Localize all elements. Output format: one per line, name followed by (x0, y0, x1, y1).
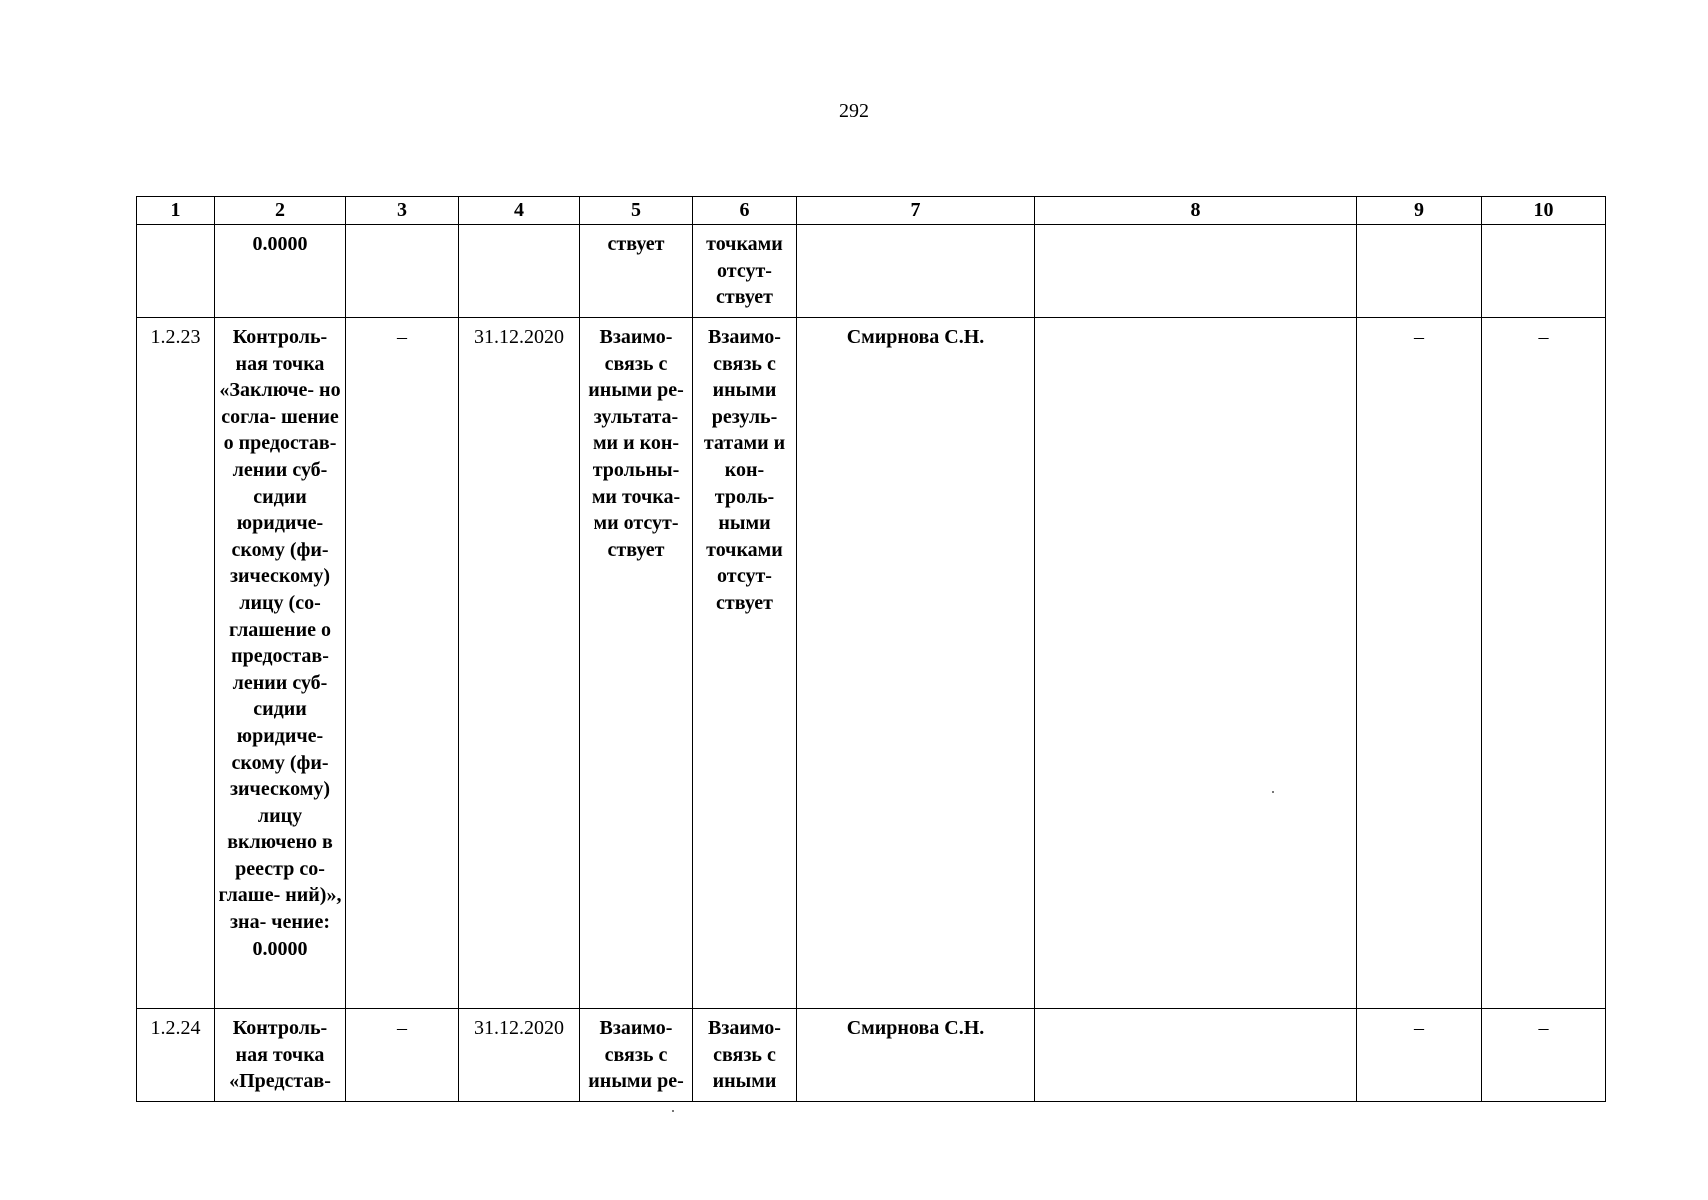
column-header: 4 (459, 197, 580, 225)
col10-cell: – (1482, 318, 1606, 1009)
col9-cell: – (1357, 318, 1482, 1009)
relation-cell: Взаимо- связь с иными (693, 1009, 797, 1102)
row-number-cell: 1.2.24 (137, 1009, 215, 1102)
relation-cell: Взаимо- связь с иными ре- зультата- ми и кон- трольны- ми точка- ми отсут- ствует (580, 318, 693, 1009)
col9-cell: – (1357, 1009, 1482, 1102)
column-header: 6 (693, 197, 797, 225)
scan-speck (1272, 791, 1274, 793)
table-row (137, 318, 1606, 1009)
column-header: 10 (1482, 197, 1606, 225)
plan-table (136, 196, 1606, 1102)
table-row (137, 225, 1606, 318)
col10-cell: – (1482, 1009, 1606, 1102)
column-header: 2 (215, 197, 346, 225)
relation-cell: точками отсут- ствует (693, 225, 797, 318)
row-number-cell (137, 225, 215, 318)
notes-cell (1035, 318, 1357, 1009)
responsible-cell (797, 225, 1035, 318)
col9-cell (1357, 225, 1482, 318)
column-header: 1 (137, 197, 215, 225)
table-header-row (137, 197, 1606, 225)
column-header: 7 (797, 197, 1035, 225)
column-header: 3 (346, 197, 459, 225)
control-point-cell: Контроль- ная точка «Заключе- но согла- шение о предостав- лении суб- сидии юридиче- скому (фи- зическому) лицу (со- глашение о предостав- лении суб- сидии юридиче- скому (фи- зическому) лицу включено в реестр со- глаше- ний)», зна- чение: 0.0000 (215, 318, 346, 1009)
column-header: 5 (580, 197, 693, 225)
col10-cell (1482, 225, 1606, 318)
responsible-cell: Смирнова С.Н. (797, 318, 1035, 1009)
date-cell (459, 225, 580, 318)
predecessor-cell (346, 225, 459, 318)
page-number: 292 (839, 100, 869, 122)
date-cell: 31.12.2020 (459, 318, 580, 1009)
control-point-cell: 0.0000 (215, 225, 346, 318)
table-row (137, 1009, 1606, 1102)
notes-cell (1035, 1009, 1357, 1102)
column-header: 9 (1357, 197, 1482, 225)
scan-speck (672, 1110, 674, 1112)
row-number-cell: 1.2.23 (137, 318, 215, 1009)
relation-cell: Взаимо- связь с иными ре- (580, 1009, 693, 1102)
relation-cell: ствует (580, 225, 693, 318)
control-point-cell: Контроль- ная точка «Представ- (215, 1009, 346, 1102)
column-header: 8 (1035, 197, 1357, 225)
predecessor-cell: – (346, 318, 459, 1009)
date-cell: 31.12.2020 (459, 1009, 580, 1102)
predecessor-cell: – (346, 1009, 459, 1102)
relation-cell: Взаимо- связь с иными резуль- татами и кон- троль- ными точками отсут- ствует (693, 318, 797, 1009)
notes-cell (1035, 225, 1357, 318)
responsible-cell: Смирнова С.Н. (797, 1009, 1035, 1102)
